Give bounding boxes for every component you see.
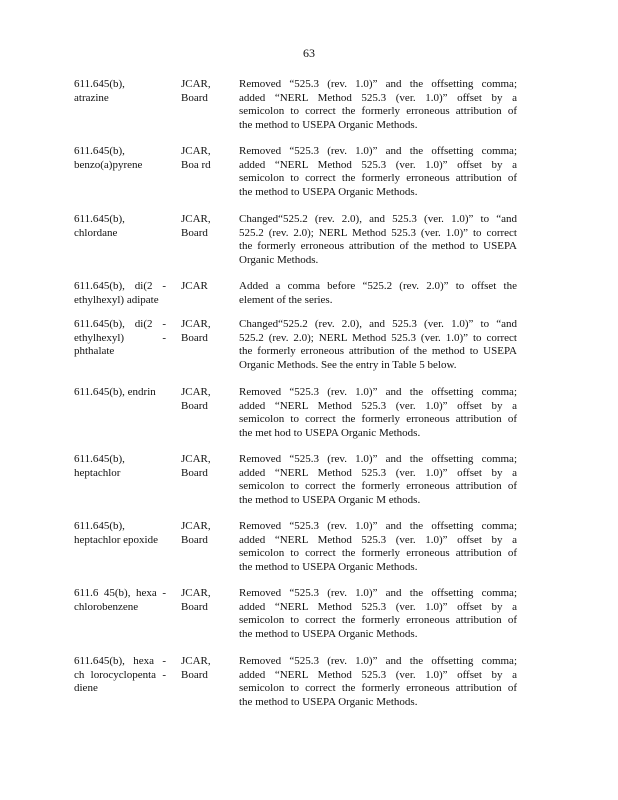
action-cell [239,453,517,507]
action-line: added “NERL Method 525.3 (ver. 1.0)” offset by a [239,668,517,681]
action-line: Removed “525.3 (rev. 1.0)” and the offsetting comma; [239,520,517,532]
source-line: Board [181,399,208,412]
section-line: 611.645(b), [74,453,125,465]
source-cell [181,453,221,480]
action-line: semicolon to correct the formerly erroneous attribution of [239,413,517,426]
action-line: added “NERL Method 525.3 (ver. 1.0)” offset by a [239,399,517,412]
action-line: semicolon to correct the formerly erroneous attribution of [239,105,517,118]
action-line: the method to USEPA Organic Methods. [239,560,418,573]
source-line: JCAR, [181,318,211,330]
action-line: the method to USEPA Organic Methods. [239,185,418,198]
action-line: Removed “525.3 (rev. 1.0)” and the offsetting comma; [239,78,517,90]
source-line: JCAR, [181,78,211,90]
source-cell [181,655,221,682]
action-line: the method to USEPA Organic Methods. [239,695,418,708]
source-line: Board [181,466,208,479]
action-line: added “NERL Method 525.3 (ver. 1.0)” offset by a [239,466,517,479]
source-cell [181,145,221,172]
source-cell [181,386,221,413]
action-cell [239,318,517,372]
action-line: 525.2 (rev. 2.0); NERL Method 525.3 (ver. 1.0)” to correct [239,331,517,344]
source-line: Board [181,600,208,613]
section-line: chlorobenzene [74,600,139,613]
source-line: Board [181,226,208,239]
action-line: the formerly erroneous attribution of the method to USEPA [239,345,517,358]
source-line: Board [181,533,208,546]
section-line: 611.645(b), [74,213,125,225]
section-line: heptachlor [74,466,121,479]
section-cell [74,280,166,307]
section-cell [74,213,166,240]
source-line: JCAR [181,280,208,292]
action-line: 525.2 (rev. 2.0); NERL Method 525.3 (ver. 1.0)” to correct [239,226,517,239]
action-line: the method to USEPA Organic Methods. [239,118,418,131]
action-line: Removed “525.3 (rev. 1.0)” and the offsetting comma; [239,655,517,667]
section-line: atrazine [74,91,109,104]
section-line: diene [74,682,98,695]
section-cell [74,520,166,547]
action-cell [239,520,517,574]
section-line: 611.645(b), [74,520,125,532]
source-line: JCAR, [181,520,211,532]
action-line: semicolon to correct the formerly erroneous attribution of [239,614,517,627]
action-line: added “NERL Method 525.3 (ver. 1.0)” offset by a [239,91,517,104]
source-cell [181,318,221,345]
action-line: the method to USEPA Organic Methods. [239,627,418,640]
action-cell [239,145,517,199]
section-cell [74,587,166,614]
section-line: 611.645(b), endrin [74,386,156,398]
section-line: ethylhexyl) adipate [74,293,159,306]
action-line: semicolon to correct the formerly erroneous attribution of [239,172,517,185]
section-line: chlordane [74,226,118,239]
action-cell [239,655,517,709]
source-line: JCAR, [181,453,211,465]
section-line: 611.645(b), [74,145,125,157]
action-line: the method to USEPA Organic M ethods. [239,493,421,506]
section-cell [74,386,166,400]
section-cell [74,78,166,105]
section-line: ch lorocyclopenta - [74,668,166,681]
action-line: Removed “525.3 (rev. 1.0)” and the offsetting comma; [239,145,517,157]
section-cell [74,453,166,480]
action-line: added “NERL Method 525.3 (ver. 1.0)” offset by a [239,533,517,546]
action-line: Removed “525.3 (rev. 1.0)” and the offsetting comma; [239,453,517,465]
source-cell [181,280,221,294]
action-line: Removed “525.3 (rev. 1.0)” and the offsetting comma; [239,587,517,599]
page-number: 63 [303,46,315,60]
section-cell [74,655,166,696]
source-line: JCAR, [181,213,211,225]
action-cell [239,213,517,267]
source-line: Board [181,668,208,681]
action-cell [239,78,517,132]
action-line: Changed“525.2 (rev. 2.0), and 525.3 (ver. 1.0)” to “and [239,213,517,225]
action-line: Organic Methods. See the entry in Table 5 below. [239,358,457,371]
action-line: Changed“525.2 (rev. 2.0), and 525.3 (ver. 1.0)” to “and [239,318,517,330]
section-line: 611.645(b), [74,78,125,90]
source-cell [181,213,221,240]
action-line: the met hod to USEPA Organic Methods. [239,426,421,439]
section-line: benzo(a)pyrene [74,158,143,171]
section-line: 611.6 45(b), hexa - [74,587,166,599]
source-line: JCAR, [181,145,211,157]
action-cell [239,280,517,307]
action-line: added “NERL Method 525.3 (ver. 1.0)” offset by a [239,600,517,613]
section-line: heptachlor epoxide [74,533,158,546]
source-line: Boa rd [181,158,211,171]
section-line: ethylhexyl) - [74,331,166,344]
action-line: semicolon to correct the formerly erroneous attribution of [239,480,517,493]
source-cell [181,78,221,105]
source-line: Board [181,331,208,344]
section-line: 611.645(b), di(2 - [74,318,166,330]
section-line: 611.645(b), hexa - [74,655,166,667]
source-line: JCAR, [181,587,211,599]
section-cell [74,145,166,172]
section-line: phthalate [74,345,115,358]
source-line: Board [181,91,208,104]
action-line: added “NERL Method 525.3 (ver. 1.0)” offset by a [239,158,517,171]
source-cell [181,587,221,614]
action-line: Removed “525.3 (rev. 1.0)” and the offsetting comma; [239,386,517,398]
action-line: semicolon to correct the formerly erroneous attribution of [239,682,517,695]
action-line: element of the series. [239,293,333,306]
action-line: Added a comma before “525.2 (rev. 2.0)” to offset the [239,280,517,292]
action-cell [239,587,517,641]
action-line: the formerly erroneous attribution of the method to USEPA [239,240,517,253]
section-cell [74,318,166,359]
action-cell [239,386,517,440]
source-cell [181,520,221,547]
action-line: Organic Methods. [239,253,319,266]
section-line: 611.645(b), di(2 - [74,280,166,292]
source-line: JCAR, [181,386,211,398]
action-line: semicolon to correct the formerly erroneous attribution of [239,547,517,560]
source-line: JCAR, [181,655,211,667]
